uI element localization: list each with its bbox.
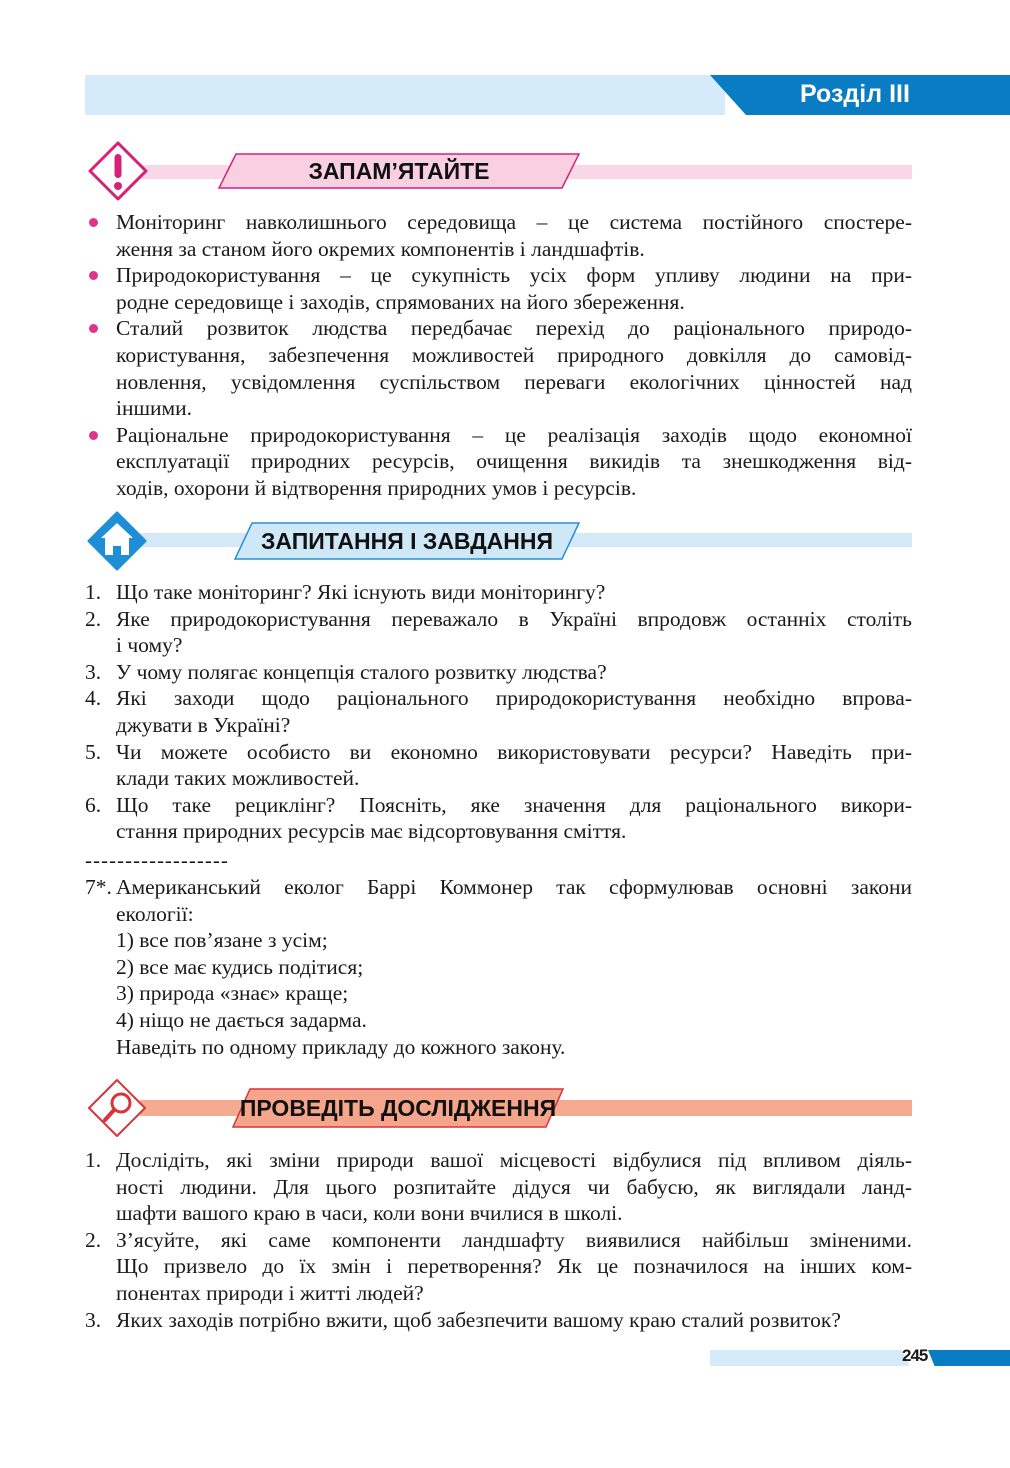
questions-title: ЗАПИТАННЯ І ЗАВДАННЯ [261,527,553,554]
research-item-line [85,1253,912,1280]
research-heading [232,1088,564,1128]
item-number: 1. [85,1148,102,1172]
line-text: екології: [116,901,194,926]
line-text: експлуатації природних ресурсів, очищення викидів та знешкодження від- [116,449,912,474]
line-text: ходів, охорони й відтворення природних умов і ресурсів. [116,475,637,500]
research-item-line [85,1227,912,1254]
bullet-icon [89,324,98,333]
item-number: 3. [85,1307,102,1332]
questions-heading [234,522,580,560]
remember-title: ЗАПАМ’ЯТАЙТЕ [308,157,490,184]
question-line [85,712,912,739]
question-line [85,579,912,606]
remember-item-line [85,236,912,263]
law-item [85,1007,912,1034]
exclamation-icon [87,140,149,202]
advanced-task [85,874,912,1060]
line-text: ності людини. Для цього розпитайте дідуся чи бабусю, як виглядали ланд- [116,1174,912,1199]
question-line [85,739,912,766]
item-number: 3. [85,659,102,684]
item-number: 2. [85,606,102,631]
remember-item-line [85,448,912,475]
law-item [85,927,912,954]
line-text: Американський еколог Баррі Коммонер так сформулював основні закони [116,875,912,899]
question-line [85,818,912,845]
bullet-icon [89,271,98,280]
line-text: Які заходи щодо раціонального природокористування необхідно впрова- [116,686,912,711]
bullet-icon [89,218,98,227]
question-line [85,632,912,659]
line-text: З’ясуйте, які саме компоненти ландшафту виявилися найбільш зміненими. [116,1227,912,1252]
line-text: понентах природи і житті людей? [116,1280,424,1305]
question-line [85,606,912,633]
line-text: іншими. [116,396,193,421]
research-item-line [85,1280,912,1307]
line-text: шафти вашого краю в часи, коли вони вчилися в школі. [116,1201,623,1226]
remember-list [85,209,912,502]
header-band [85,75,725,115]
research-item-line [85,1307,912,1334]
remember-item-line [85,315,912,342]
line-text: і чому? [116,633,183,658]
law-text: 4) ніщо не дається задарма. [116,1007,367,1032]
item-number: 1. [85,580,102,604]
law-item [85,980,912,1007]
remember-item-line [85,395,912,422]
line-text: клади таких можливостей. [116,766,360,791]
remember-item-line [85,422,912,449]
line-text: У чому полягає концепція сталого розвитку людства? [116,659,607,684]
line-text: користування, забезпечення можливостей природного довкілля до самовід- [116,342,912,367]
line-text: Що таке рециклінг? Поясніть, яке значення для раціонального викори- [116,792,912,817]
law-item [85,954,912,981]
line-text: Яких заходів потрібно вжити, щоб забезпечити вашому краю сталий розвиток? [116,1307,841,1332]
questions-list [85,579,912,845]
remember-item-line [85,209,912,236]
line-text: джувати в Україні? [116,712,291,737]
item-number: 5. [85,739,102,764]
line-text: Раціональне природокористування – це реалізація заходів щодо економної [116,422,912,447]
item-number: 2. [85,1227,102,1252]
research-title: ПРОВЕДІТЬ ДОСЛІДЖЕННЯ [239,1094,557,1121]
advanced-closing [85,1034,912,1061]
line-text: родне середовище і заходів, спрямованих на його збереження. [116,289,685,314]
advanced-line [85,901,912,928]
line-text: Яке природокористування переважало в Україні впродовж останніх століть [116,606,912,631]
question-line [85,685,912,712]
line-text: стання природних ресурсів має відсортовування сміття. [116,819,627,844]
footer-tab [928,1350,1010,1366]
advanced-line [85,874,912,901]
law-text: 3) природа «знає» краще; [116,981,349,1006]
line-text: ження за станом його окремих компонентів і ландшафтів. [116,236,645,261]
line-text: Що призвело до їх змін і перетворення? Як це позначилося на інших ком- [116,1254,912,1279]
item-number: 7*. [85,875,112,899]
line-text: новлення, усвідомлення суспільством переваги екологічних цінностей над [116,369,912,394]
separator: ------------------ [85,848,229,872]
line-text: Природокористування – це сукупність усіх форм упливу людини на при- [116,263,912,288]
line-text: Дослідіть, які зміни природи вашої місцевості відбулися під впливом діяль- [116,1148,912,1172]
item-number: 4. [85,686,102,711]
page-number: 245 [902,1346,928,1365]
home-icon [86,510,148,572]
research-item-line [85,1147,912,1174]
line-text: Сталий розвиток людства передбачає перехід до раціонального природо- [116,316,912,341]
research-item-line [85,1200,912,1227]
section-title: Розділ III [800,80,910,108]
bullet-icon [89,431,98,440]
remember-heading [218,153,580,189]
remember-item-line [85,342,912,369]
footer-band [710,1350,910,1366]
line-text: Що таке моніторинг? Які існують види моніторингу? [116,580,606,604]
remember-item-line [85,369,912,396]
remember-item-line [85,262,912,289]
remember-item-line [85,475,912,502]
closing-text: Наведіть по одному прикладу до кожного закону. [116,1034,566,1059]
law-text: 1) все пов’язане з усім; [116,928,328,953]
remember-item-line [85,289,912,316]
question-line [85,792,912,819]
line-text: Моніторинг навколишнього середовища – це система постійного спостере- [116,210,912,234]
research-list [85,1147,912,1333]
research-item-line [85,1174,912,1201]
item-number: 6. [85,792,102,817]
magnifier-icon [86,1077,148,1139]
line-text: Чи можете особисто ви економно використовувати ресурси? Наведіть при- [116,739,912,764]
question-line [85,659,912,686]
question-line [85,765,912,792]
law-text: 2) все має кудись подітися; [116,954,364,979]
